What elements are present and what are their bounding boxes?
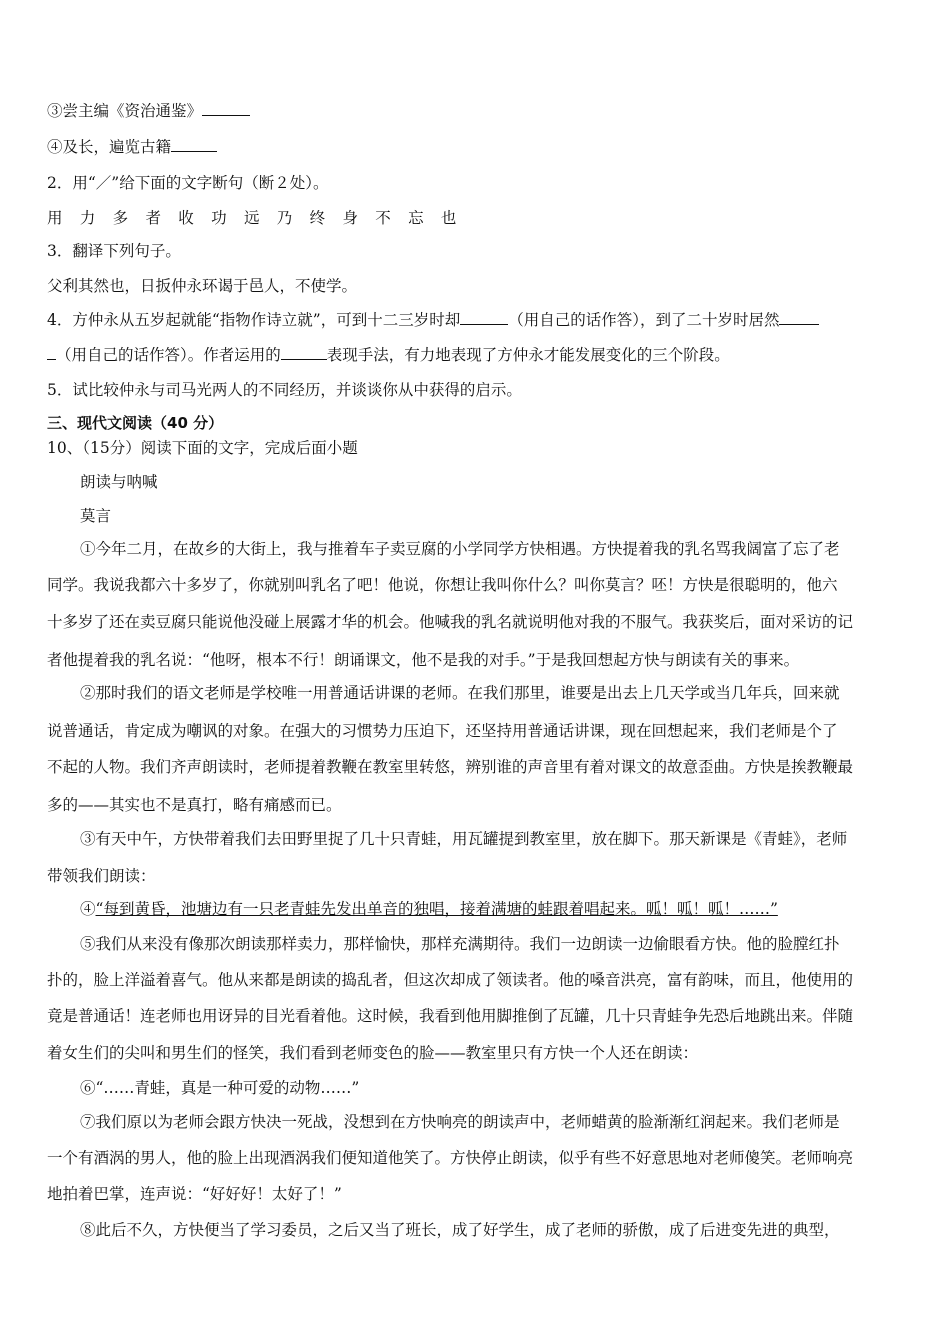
paragraph-line: 着女生们的尖叫和男生们的怪笑，我们看到老师变色的脸——教室里只有方快一个人还在朗读： bbox=[47, 1044, 699, 1062]
answer-blank bbox=[281, 345, 327, 360]
item-3 bbox=[47, 101, 250, 121]
answer-blank bbox=[460, 310, 508, 325]
q4-part-b: （用自己的话作答），到了二十岁时居然 bbox=[508, 311, 780, 329]
question-5: 5．试比较仲永与司马光两人的不同经历，并谈谈你从中获得的启示。 bbox=[47, 381, 522, 399]
paragraph-line: 者他提着我的乳名说：“他呀，根本不行！朗诵课文，他不是我的对手。”于是我回想起方快与朗读有关的事来。 bbox=[47, 651, 800, 669]
paragraph-line: 带领我们朗读： bbox=[47, 867, 156, 885]
paragraph-line: 同学。我说我都六十多岁了，你就别叫乳名了吧！他说，你想让我叫你什么？叫你莫言？呸！方快是很聪明的，他六 bbox=[47, 576, 838, 594]
paragraph-number: ④ bbox=[80, 900, 96, 918]
paragraph-line: 不起的人物。我们齐声朗读时，老师提着教鞭在教室里转悠，辨别谁的声音里有着对课文的故意歪曲。方快是挨教鞭最 bbox=[47, 758, 854, 776]
answer-blank bbox=[171, 137, 217, 152]
question-3-text: 父利其然也，日扳仲永环谒于邑人，不使学。 bbox=[47, 277, 358, 295]
item-3-text: ③尝主编《资治通鉴》 bbox=[47, 102, 203, 120]
paragraph-line: 竟是普通话！连老师也用讶异的目光看着他。这时候，我看到他用脚推倒了瓦罐，几十只青蛙争先恐后地跳出来。伴随 bbox=[47, 1007, 854, 1025]
answer-blank bbox=[202, 101, 250, 116]
answer-blank bbox=[47, 345, 56, 360]
question-10: 10、（15分）阅读下面的文字，完成后面小题 bbox=[47, 439, 358, 457]
paragraph-line: 说普通话，肯定成为嘲讽的对象。在强大的习惯势力压迫下，还坚持用普通话讲课，现在回想起来，我们老师是个了 bbox=[47, 722, 838, 740]
q4-part-c: （用自己的话作答）。作者运用的 bbox=[56, 346, 281, 364]
paragraph-line: ⑦我们原以为老师会跟方快决一死战，没想到在方快响亮的朗读声中，老师蜡黄的脸渐渐红润起来。我们老师是 bbox=[80, 1113, 840, 1131]
q4-part-a: 4．方仲永从五岁起就能“指物作诗立就”，可到十二三岁时却 bbox=[47, 311, 461, 329]
answer-blank bbox=[779, 310, 819, 325]
question-2-text: 用 力 多 者 收 功 远 乃 终 身 不 忘 也 bbox=[47, 209, 463, 227]
paragraph-line: 多的——其实也不是真打，略有痛感而已。 bbox=[47, 796, 342, 814]
paragraph-line: ③有天中午，方快带着我们去田野里捉了几十只青蛙，用瓦罐提到教室里，放在脚下。那天新课是《青蛙》，老师 bbox=[80, 830, 848, 848]
question-3: 3．翻译下列句子。 bbox=[47, 242, 181, 260]
paragraph-line: 十多岁了还在卖豆腐只能说他没碰上展露才华的机会。他喊我的乳名就说明他对我的不服气。我获奖后，面对采访的记 bbox=[47, 613, 854, 631]
article-author: 莫言 bbox=[80, 507, 112, 525]
paragraph-line: ⑧此后不久，方快便当了学习委员，之后又当了班长，成了好学生，成了老师的骄傲，成了后进变先进的典型， bbox=[80, 1221, 840, 1239]
question-2: 2．用“／”给下面的文字断句（断２处）。 bbox=[47, 174, 329, 192]
article-title: 朗读与呐喊 bbox=[80, 473, 158, 491]
question-4-line1 bbox=[47, 310, 819, 330]
quoted-line bbox=[80, 899, 778, 919]
item-4 bbox=[47, 137, 217, 157]
section-heading: 三、现代文阅读（40 分） bbox=[47, 414, 224, 432]
paragraph-line: 地拍着巴掌，连声说：“好好好！太好了！” bbox=[47, 1185, 342, 1203]
paragraph-line: 扑的，脸上洋溢着喜气。他从来都是朗读的捣乱者，但这次却成了领读者。他的嗓音洪亮，富有韵味，而且，他使用的 bbox=[47, 971, 854, 989]
paragraph-line: ②那时我们的语文老师是学校唯一用普通话讲课的老师。在我们那里，谁要是出去上几天学或当几年兵，回来就 bbox=[80, 684, 840, 702]
item-4-text: ④及长，遍览古籍 bbox=[47, 138, 172, 156]
paragraph-line: 一个有酒涡的男人，他的脸上出现酒涡我们便知道他笑了。方快停止朗读，似乎有些不好意思地对老师傻笑。老师响亮 bbox=[47, 1149, 854, 1167]
paragraph-line: ①今年二月，在故乡的大街上，我与推着车子卖豆腐的小学同学方快相遇。方快提着我的乳名骂我阔富了忘了老 bbox=[80, 540, 840, 558]
paragraph-line: ⑤我们从来没有像那次朗读那样卖力，那样愉快，那样充满期待。我们一边朗读一边偷眼看方快。他的脸膛红扑 bbox=[80, 935, 840, 953]
question-4-line2 bbox=[47, 345, 730, 365]
paragraph-line: ⑥“……青蛙，真是一种可爱的动物……” bbox=[80, 1079, 360, 1097]
underlined-quote: “每到黄昏，池塘边有一只老青蛙先发出单音的独唱，接着满塘的蛙跟着唱起来。呱！呱！呱！……” bbox=[95, 900, 778, 918]
q4-part-d: 表现手法，有力地表现了方仲永才能发展变化的三个阶段。 bbox=[326, 346, 730, 364]
